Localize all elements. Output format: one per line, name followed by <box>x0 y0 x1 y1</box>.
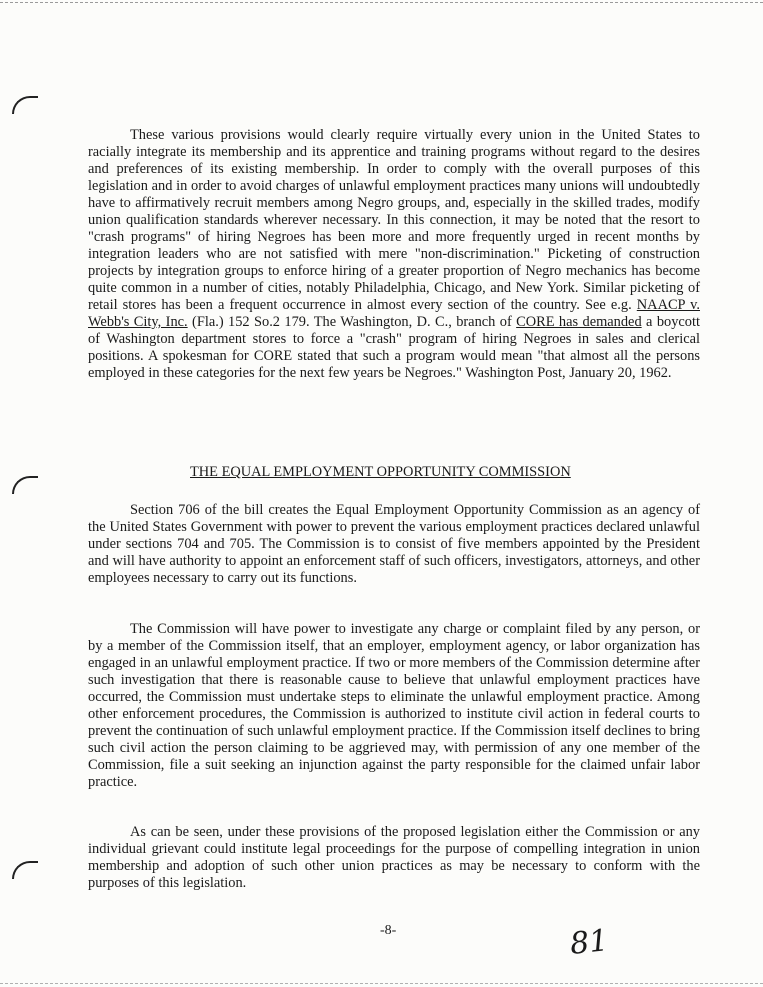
paragraph-4 <box>88 824 700 892</box>
punch-hole-mark <box>12 476 38 494</box>
bottom-border <box>0 983 763 984</box>
punch-hole-mark <box>12 861 38 879</box>
top-border <box>0 2 763 3</box>
paragraph-1 <box>88 127 700 382</box>
section-heading: THE EQUAL EMPLOYMENT OPPORTUNITY COMMISSION <box>190 464 571 480</box>
paragraph-3 <box>88 621 700 791</box>
paragraph-4-text: As can be seen, under these provisions of the proposed legislation either the Commission or any individual grievant could institute legal proceedings for the purpose of compelling integration in union membership and adoption of such other union practices as may be necessary to conform with the purposes of this legislation. <box>88 824 700 891</box>
paragraph-1-text: These various provisions would clearly require virtually every union in the United States to racially integrate its membership and its apprentice and training programs without regard to the desires and preferences of its existing membership. In order to comply with the overall purposes of this legislation and in order to avoid charges of unlawful employment practices many unions will undoubtedly have to affirmatively recruit members among Negro groups, and, especially in the skilled trades, modify union qualification standards wherever necessary. In this connection, it may be noted that the resort to "crash programs" of hiring Negroes has been more and more frequently urged in recent months by integration leaders who are not satisfied with mere "non-discrimination." Picketing of construction projects by integration groups to enforce hiring of a greater proportion of Negro mechanics has become quite common in a number of cities, notably Philadelphia, Chicago, and New York. Similar picketing of retail stores has been a frequent occurrence in almost every section of the country. See e.g. <box>88 127 700 313</box>
paragraph-3-text: The Commission will have power to investigate any charge or complaint filed by any person, or by a member of the Commission itself, that an employer, employment agency, or labor organization has engaged in an unlawful employment practice. If two or more members of the Commission determine after such investigation that there is reasonable cause to believe that unlawful employment practices have occurred, the Commission must undertake steps to eliminate the unlawful employment practice. Among other enforcement procedures, the Commission is authorized to institute civil action in federal courts to prevent the continuation of such unlawful employment practice. If the Commission itself declines to bring such civil action the person claiming to be aggrieved may, with permission of any one member of the Commission, file a suit seeking an injunction against the party responsible for the claimed unfair labor practice. <box>88 621 700 790</box>
paragraph-1-text-2: (Fla.) 152 So.2 179. The Washington, D. C., branch of <box>187 314 517 330</box>
core-underlined: CORE has demanded <box>516 314 642 330</box>
page-number: -8- <box>380 923 397 938</box>
paragraph-1-text-3: a boycott of Washington department stores to force a "crash" program of hiring Negroes in sales and clerical positions. A spokesman for CORE stated that such a program would mean "that almost all the persons employed in these categories for the next few years be Negroes." Washington Post, January 20, 1962. <box>88 314 700 381</box>
case-citation: NAACP v. Webb's City, Inc. <box>88 297 700 330</box>
paragraph-2 <box>88 502 700 587</box>
handwritten-number: 81 <box>568 923 610 962</box>
paragraph-2-text: Section 706 of the bill creates the Equal Employment Opportunity Commission as an agency of the United States Government with power to prevent the various employment practices declared unlawful under sections 704 and 705. The Commission is to consist of five members appointed by the President and will have authority to appoint an enforcement staff of such officers, investigators, attorneys, and other employees necessary to carry out its functions. <box>88 502 700 586</box>
punch-hole-mark <box>12 96 38 114</box>
